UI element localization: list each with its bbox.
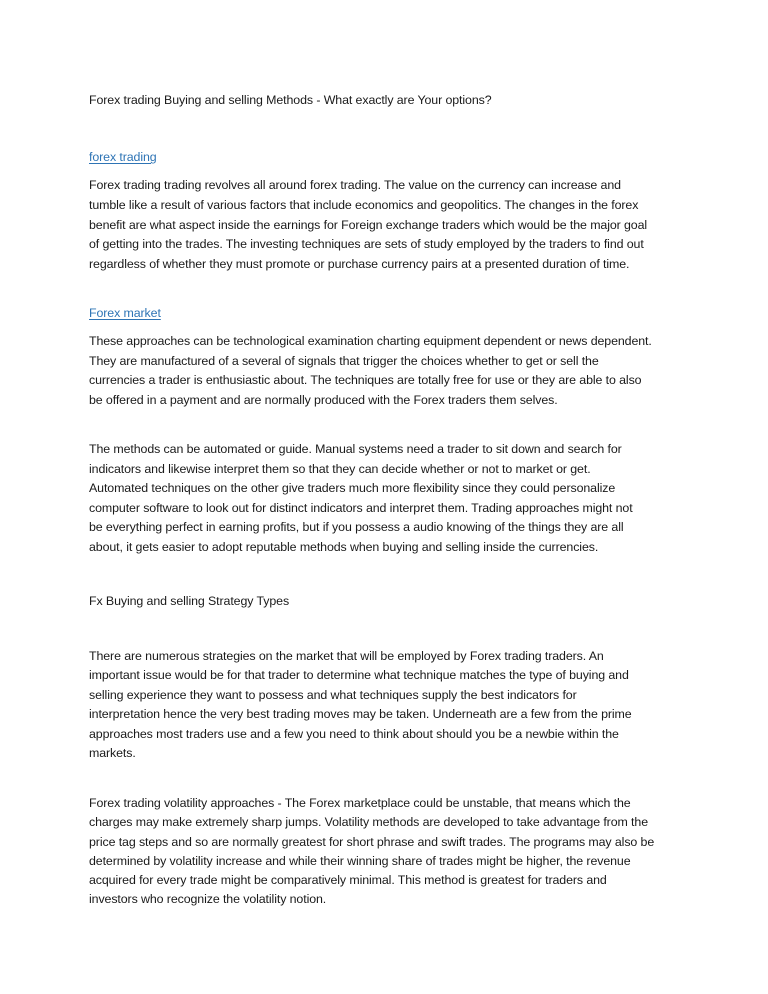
paragraph-line: be offered in a payment and are normally produced with the Forex traders them selves. <box>89 393 558 407</box>
paragraph-line: investors who recognize the volatility notion. <box>89 892 327 906</box>
paragraph-line: price tag steps and so are normally greatest for short phrase and swift trades. The programs may also be <box>89 835 655 849</box>
paragraph-line: They are manufactured of a several of signals that trigger the choices whether to get or sell the <box>89 354 599 368</box>
paragraph-line: about, it gets easier to adopt reputable methods when buying and selling inside the currencies. <box>89 540 599 554</box>
paragraph-line: The methods can be automated or guide. Manual systems need a trader to sit down and search for <box>89 442 622 456</box>
paragraph-line: of getting into the trades. The investing techniques are sets of study employed by the traders to find out <box>89 237 644 251</box>
paragraph-line: be everything perfect in earning profits, but if you possess a audio knowing of the things they are all <box>89 520 624 534</box>
paragraph-line: selling experience they want to possess and what techniques supply the best indicators for <box>89 688 577 702</box>
section-subheading: Fx Buying and selling Strategy Types <box>89 594 290 608</box>
paragraph-line: There are numerous strategies on the market that will be employed by Forex trading traders. An <box>89 649 604 663</box>
paragraph-line: regardless of whether they must promote or purchase currency pairs at a presented duration of time. <box>89 257 630 271</box>
paragraph-line: Forex trading trading revolves all around forex trading. The value on the currency can increase and <box>89 178 621 192</box>
paragraph-line: computer software to look out for distinct indicators and interpret them. Trading approaches might not <box>89 501 633 515</box>
paragraph-line: important issue would be for that trader to determine what technique matches the type of buying and <box>89 668 629 682</box>
paragraph-line: determined by volatility increase and while their winning share of trades might be higher, the revenue <box>89 854 631 868</box>
paragraph-line: Forex trading volatility approaches - The Forex marketplace could be unstable, that means which the <box>89 796 631 810</box>
paragraph-line: These approaches can be technological examination charting equipment dependent or news dependent. <box>89 334 652 348</box>
paragraph-line: tumble like a result of various factors that include economics and geopolitics. The changes in the forex <box>89 198 639 212</box>
forex-trading-link[interactable]: forex trading <box>89 150 157 164</box>
paragraph-line: indicators and likewise interpret them so that they can decide whether or not to market or get. <box>89 462 591 476</box>
paragraph-line: interpretation hence the very best trading moves may be taken. Underneath are a few from the prime <box>89 707 632 721</box>
paragraph-line: acquired for every trade might be comparatively minimal. This method is greatest for traders and <box>89 873 607 887</box>
forex-market-link[interactable]: Forex market <box>89 306 161 320</box>
paragraph-line: Automated techniques on the other give traders much more flexibility since they could personalize <box>89 481 616 495</box>
document-title: Forex trading Buying and selling Methods - What exactly are Your options? <box>89 93 492 107</box>
paragraph-line: charges may make extremely sharp jumps. Volatility methods are developed to take advantage from the <box>89 815 648 829</box>
paragraph-line: approaches most traders use and a few you need to think about should you be a newbie within the <box>89 727 619 741</box>
paragraph-line: benefit are what aspect inside the earnings for Foreign exchange traders which would be the major goal <box>89 218 648 232</box>
paragraph-line: markets. <box>89 746 136 760</box>
paragraph-line: currencies a trader is enthusiastic about. The techniques are totally free for use or they are able to also <box>89 373 642 387</box>
